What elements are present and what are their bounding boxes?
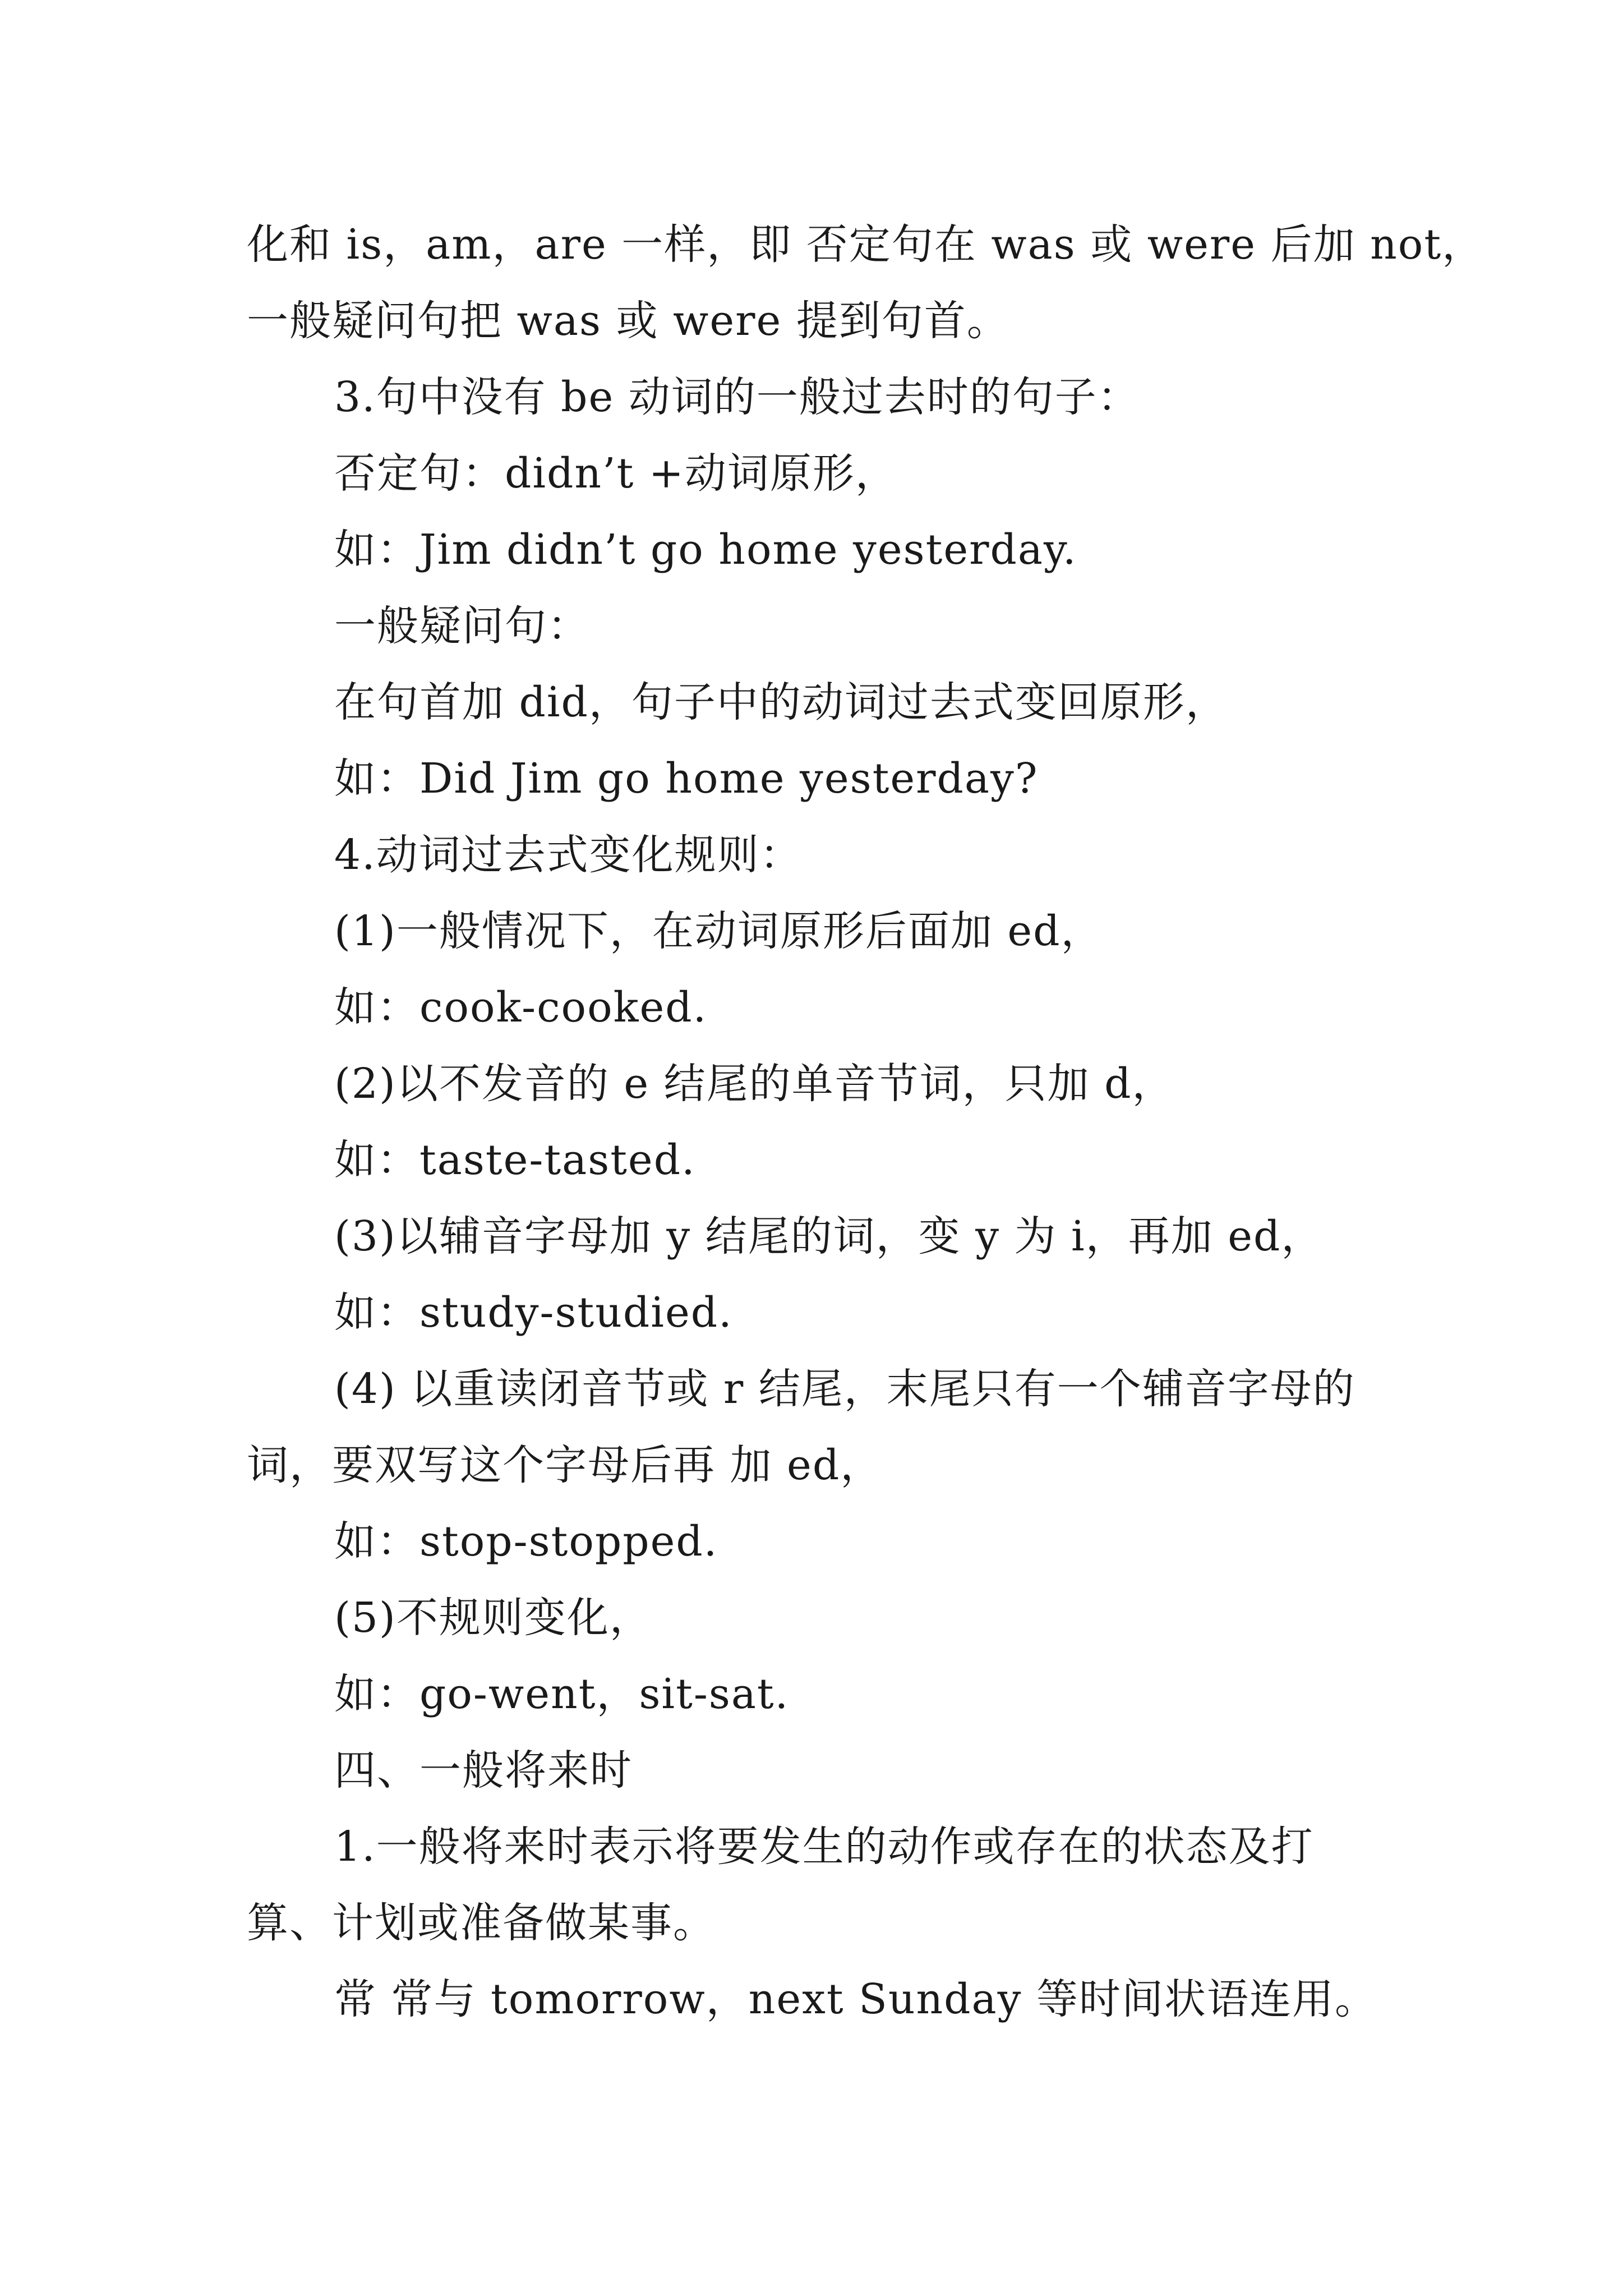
- text-line: 3.句中没有 be 动词的一般过去时的句子：: [334, 373, 1140, 421]
- text-line: 在句首加 did，句子中的动词过去式变回原形，: [334, 678, 1228, 726]
- text-line: 如：stop-stopped.: [334, 1517, 718, 1566]
- text-line: (3)以辅音字母加 y 结尾的词，变 y 为 i，再加 ed，: [334, 1212, 1324, 1260]
- text-line: 算、计划或准备做某事。: [247, 1899, 716, 1947]
- text-line: 如：study-studied.: [334, 1289, 733, 1337]
- text-line: 如：cook-cooked.: [334, 983, 708, 1032]
- text-line: 一般疑问句：: [334, 602, 590, 650]
- text-line: 如：go-went，sit-sat.: [334, 1670, 790, 1718]
- text-line: (2)以不发音的 e 结尾的单音节词，只加 d，: [334, 1060, 1175, 1108]
- text-line: 常 常与 tomorrow，next Sunday 等时间状语连用。: [334, 1975, 1377, 2023]
- text-line: 一般疑问句把 was 或 were 提到句首。: [247, 297, 1009, 345]
- text-line: (5)不规则变化，: [334, 1594, 652, 1642]
- text-line: (4) 以重读闭音节或 r 结尾，末尾只有一个辅音字母的: [334, 1365, 1355, 1413]
- text-line: 词，要双写这个字母后再 加 ed，: [247, 1441, 883, 1489]
- text-line: 否定句：didn’t +动词原形，: [334, 449, 898, 498]
- text-line: 如：Did Jim go home yesterday?: [334, 754, 1039, 803]
- text-line: 化和 is，am，are 一样，即 否定句在 was 或 were 后加 not，: [247, 220, 1485, 269]
- text-line: 4.动词过去式变化规则：: [334, 831, 803, 879]
- text-line: 如：taste-tasted.: [334, 1136, 696, 1184]
- text-line: 四、一般将来时: [334, 1746, 633, 1795]
- text-line: (1)一般情况下，在动词原形后面加 ed，: [334, 907, 1104, 955]
- text-line: 1.一般将来时表示将要发生的动作或存在的状态及打: [334, 1823, 1314, 1871]
- text-line: 如：Jim didn’t go home yesterday.: [334, 526, 1077, 574]
